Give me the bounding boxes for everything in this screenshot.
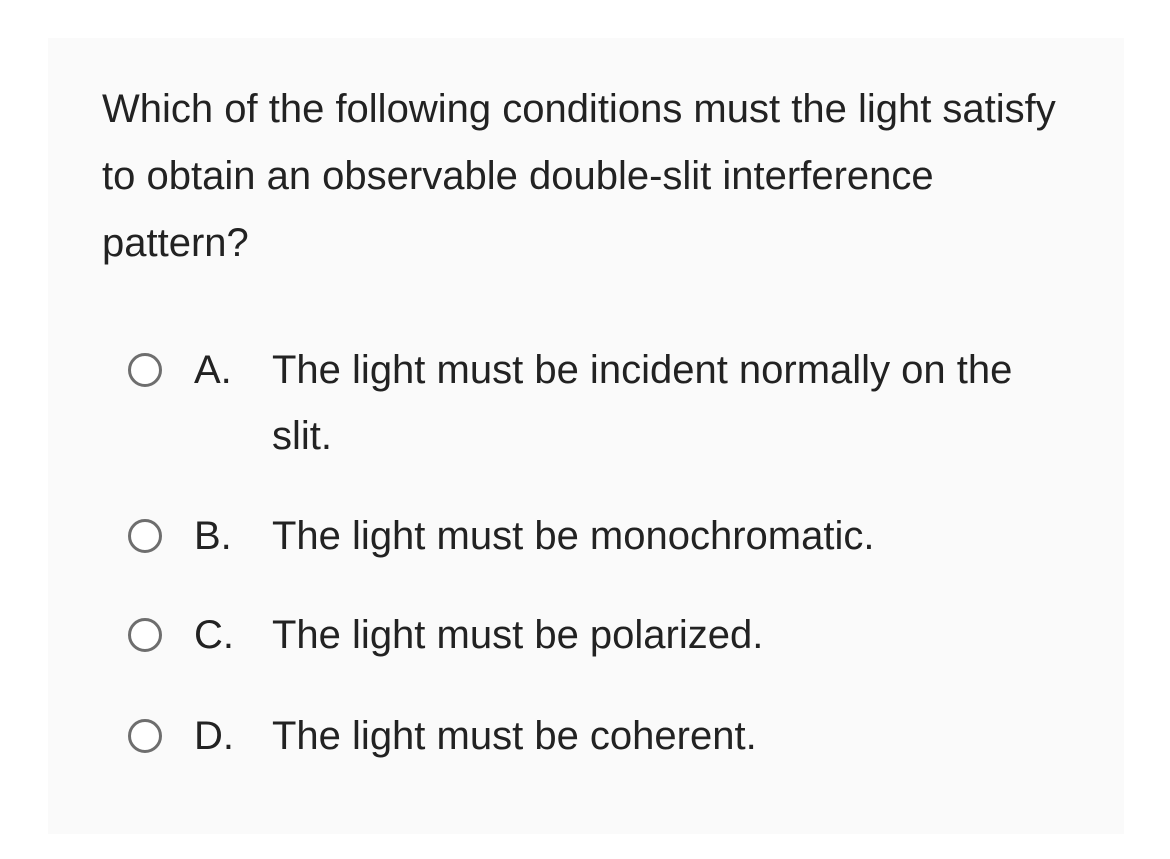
radio-b-icon[interactable]	[128, 519, 162, 553]
option-a[interactable]	[128, 337, 1058, 469]
option-c-text: The light must be polarized.	[272, 613, 764, 657]
radio-a-icon[interactable]	[128, 353, 162, 387]
option-d[interactable]	[128, 703, 1058, 769]
option-d-text: The light must be coherent.	[272, 714, 757, 758]
question-text: Which of the following conditions must the light satisfy to obtain an observable double-slit interference pattern?	[102, 87, 1056, 265]
option-c-letter: C.	[194, 613, 234, 657]
option-c[interactable]	[128, 602, 1058, 668]
option-b[interactable]	[128, 503, 1058, 569]
radio-c-icon[interactable]	[128, 618, 162, 652]
option-a-text: The light must be incident normally on the slit.	[272, 348, 1013, 458]
option-b-text: The light must be monochromatic.	[272, 514, 875, 558]
option-b-letter: B.	[194, 514, 232, 558]
option-a-letter: A.	[194, 348, 232, 392]
radio-d-icon[interactable]	[128, 719, 162, 753]
option-d-letter: D.	[194, 714, 234, 758]
